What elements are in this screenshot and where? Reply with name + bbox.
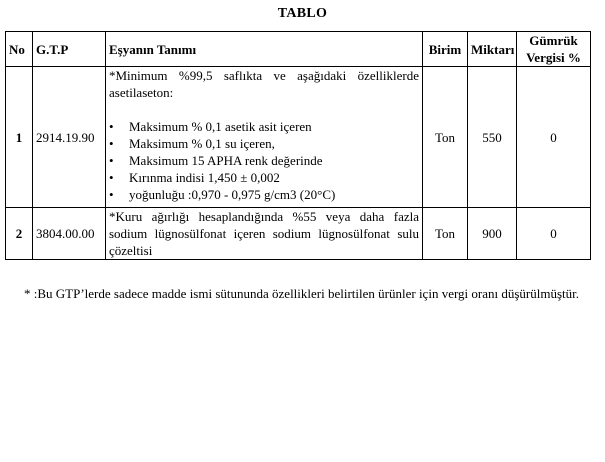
property-item: • Maksimum 15 APHA renk değerinde (129, 152, 419, 169)
header-gtp: G.T.P (33, 32, 106, 67)
footnote: * :Bu GTP’lerde sadece madde ismi sütununda özellikleri belirtilen ürünler için vergi oranı düşürülmüştür. (24, 286, 580, 301)
row-gtp-code: 2914.19.90 (33, 67, 106, 208)
description-intro: *Minimum %99,5 saflıkta ve aşağıdaki özelliklerde asetilaseton: (109, 68, 419, 100)
table-title: TABLO (277, 6, 328, 21)
property-list (109, 118, 419, 203)
description-intro: *Kuru ağırlığı hesaplandığında %55 veya daha fazla sodium lügnosülfonat içeren sodium lügnosülfonat sulu çözeltisi (109, 209, 419, 258)
row-unit: Ton (423, 208, 468, 260)
table-row (6, 208, 591, 260)
header-unit: Birim (423, 32, 468, 67)
property-item: • Maksimum % 0,1 asetik asit içeren (129, 118, 419, 135)
header-description: Eşyanın Tanımı (106, 32, 423, 67)
tariff-table (5, 31, 591, 260)
row-quantity: 550 (468, 67, 517, 208)
header-customs-duty (517, 32, 591, 67)
table-row (6, 67, 591, 208)
header-duty-line2: Vergisi % (526, 50, 581, 65)
row-customs-duty: 0 (517, 208, 591, 260)
property-item: • Maksimum % 0,1 su içeren, (129, 135, 419, 152)
row-description (106, 67, 423, 208)
table-header-row (6, 32, 591, 67)
row-unit: Ton (423, 67, 468, 208)
row-description (106, 208, 423, 260)
row-number: 2 (6, 208, 33, 260)
header-quantity: Miktarı (468, 32, 517, 67)
property-item: • Kırınma indisi 1,450 ± 0,002 (129, 169, 419, 186)
header-no: No (6, 32, 33, 67)
property-item: • yoğunluğu :0,970 - 0,975 g/cm3 (20°C) (129, 186, 419, 203)
row-customs-duty: 0 (517, 67, 591, 208)
row-quantity: 900 (468, 208, 517, 260)
header-duty-line1: Gümrük (529, 33, 578, 48)
row-gtp-code: 3804.00.00 (33, 208, 106, 260)
row-number: 1 (6, 67, 33, 208)
